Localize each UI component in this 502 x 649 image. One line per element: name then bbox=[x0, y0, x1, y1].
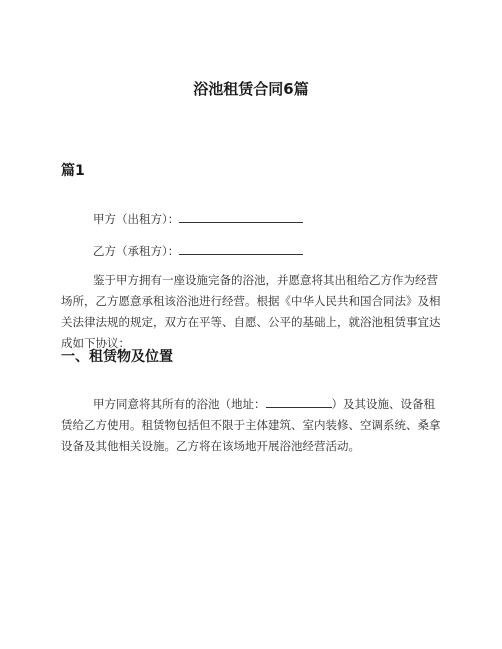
party-a-line bbox=[93, 211, 443, 227]
party-b-blank bbox=[179, 244, 303, 255]
party-a-blank bbox=[179, 212, 303, 223]
article-1-text-after: ）及其设施、设备租赁给乙方使用。租赁物包括但不限于主体建筑、室内装修、空调系统、桑拿设备及其他相关设施。乙方将在该场地开展浴池经营活动。 bbox=[61, 397, 441, 453]
article-1-heading: 一、租赁物及位置 bbox=[61, 349, 173, 365]
document-title: 浴池租赁合同6篇 bbox=[193, 80, 309, 98]
address-blank bbox=[266, 397, 332, 408]
article-1-text-before: 甲方同意将其所有的浴池（地址： bbox=[93, 397, 266, 411]
article-1-paragraph bbox=[61, 394, 441, 457]
section-heading-1: 篇1 bbox=[61, 163, 85, 179]
party-b-line bbox=[93, 243, 443, 259]
party-b-label: 乙方（承租方）： bbox=[93, 244, 180, 258]
party-a-label: 甲方（出租方）： bbox=[93, 212, 180, 226]
intro-paragraph: 鉴于甲方拥有一座设施完备的浴池，并愿意将其出租给乙方作为经营场所，乙方愿意承租该浴池进行经营。根据《中华人民共和国合同法》及相关法律法规的规定，双方在平等、自愿、公平的基础上，就浴池租赁事宜达成如下协议： bbox=[61, 273, 441, 350]
